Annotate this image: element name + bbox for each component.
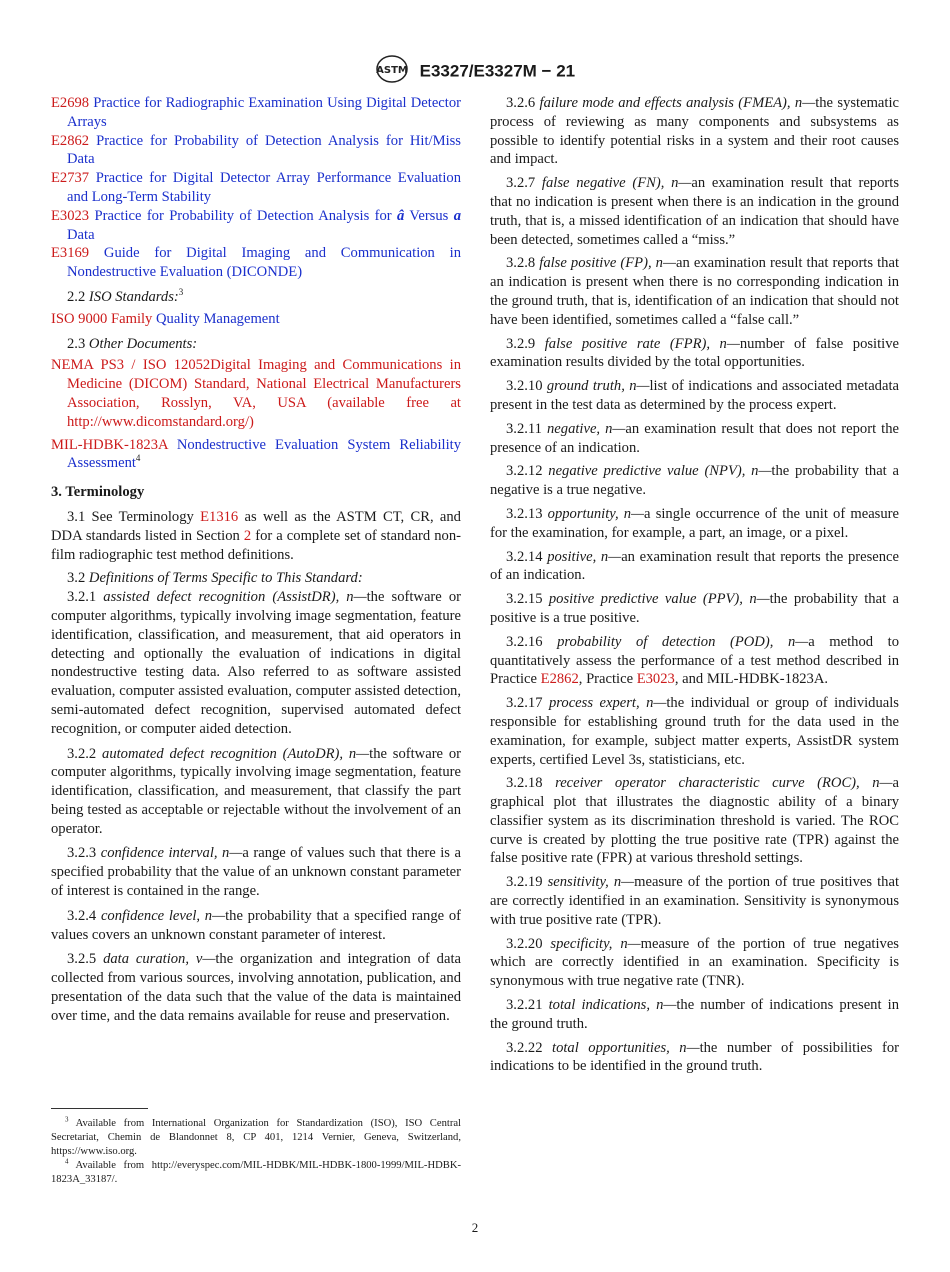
definition-3-2-21: [490, 996, 899, 1034]
definition-term: process expert, n—: [548, 695, 667, 712]
section-2-link[interactable]: 2: [243, 527, 252, 544]
definition-term: false negative (FN), n—: [541, 175, 692, 192]
definition-3-2-11: [490, 420, 899, 458]
definition-text: number of false positive examination results divided by the total opportunities.: [490, 335, 899, 371]
reference-e2862: [51, 132, 461, 170]
left-definitions-list: [51, 588, 461, 1026]
definition-number: 3.2.1: [67, 589, 97, 606]
definition-text: a range of values such that there is a specified probability that the value of an unknown constant parameter of interest is contained in the range.: [51, 845, 461, 900]
reference-code-link[interactable]: E2698: [51, 95, 90, 111]
definition-number: 3.2.4: [67, 907, 97, 924]
iso-code-link[interactable]: ISO 9000 Family: [51, 310, 153, 327]
definition-number: 3.2.17: [506, 695, 543, 712]
definition-3-2-7: [490, 174, 899, 249]
reference-title-link[interactable]: Practice for Radiographic Examination Using Digital Detector Arrays: [67, 95, 461, 130]
definition-text: list of indications and associated metadata present in the test data as determined by the process expert.: [490, 378, 899, 413]
definition-number: 3.2.8: [506, 255, 536, 272]
definition-term: false positive (FP), n—: [539, 255, 676, 272]
definition-3-2-12: [490, 462, 899, 500]
footnote-text: Available from International Organization for Standardization (ISO), ISO Central Secretariat, Chemin de Blandonnet 8, CP 401, 1214 Vernier, Geneva, Switzerland, https://www.iso.org.: [51, 1118, 461, 1157]
left-column: [51, 94, 461, 1032]
definition-term: total indications, n—: [548, 997, 677, 1014]
definition-3-2-16: 3.2.16 probability of detection (POD), n—a method to quantitatively assess the performance of a test method described in Practice E2862, Practice E3023, and MIL-HDBK-1823A.: [490, 633, 899, 688]
document-id: E3327/E3327M − 21: [419, 61, 576, 81]
definition-text: the software or computer algorithms, typically involving image segmentation, feature identification, classification, and measurement, that aid operators in detecting and optionally the evaluation of indications in digital nondestructive testing data. Also referred to as software assisted evaluation, computer assisted evaluation, computer assisted detection, semi-automated defect recognition, supervised automated defect recognition, or computer aided detection.: [51, 589, 461, 737]
definition-number: 3.2.11: [506, 420, 542, 437]
section-title-terminology: 3. Terminology: [51, 484, 145, 501]
definition-number: 3.2.10: [506, 378, 543, 395]
definition-term: failure mode and effects analysis (FMEA), n—: [539, 95, 816, 111]
definition-text: the probability that a negative is a true negative.: [490, 463, 899, 499]
definition-3-2-14: [490, 548, 899, 586]
definition-text: the number of possibilities for indications to be identified in the ground truth.: [490, 1039, 899, 1075]
definition-text: an examination result that reports that no indication is present when there is an indication in the ground truth, that is, a missed identification of an indication that should have been detected, sometimes called a “miss.”: [490, 175, 899, 248]
definition-term: total opportunities, n—: [552, 1039, 700, 1056]
reference-title-link[interactable]: Guide for Digital Imaging and Communication in Nondestructive Evaluation (DICONDE): [67, 245, 461, 281]
right-definitions-list-2: [490, 694, 899, 1076]
definition-number: 3.2.14: [506, 548, 543, 565]
definition-term: confidence level, n—: [100, 907, 226, 924]
definition-3-2-9: [490, 335, 899, 373]
definition-term: opportunity, n—: [547, 505, 645, 522]
definition-text: the number of indications present in the ground truth.: [490, 997, 899, 1032]
iso-standards-heading: 2.2 ISO Standards:$^3$: [67, 287, 184, 305]
definition-number: 3.2.9: [506, 335, 536, 352]
definition-number: 3.2.12: [506, 463, 543, 480]
mil-title-link[interactable]: Nondestructive Evaluation System Reliability Assessment: [67, 436, 461, 472]
definition-term: false positive rate (FPR), n—: [544, 335, 740, 352]
nema-code[interactable]: NEMA PS3 / ISO 12052: [51, 357, 211, 374]
footnote-marker: 3: [65, 1115, 69, 1124]
definition-number: 3.2.21: [506, 997, 543, 1014]
right-column: [490, 94, 899, 1081]
definition-term: confidence interval, n—: [100, 845, 243, 862]
definition-number: 3.2.20: [506, 935, 543, 952]
reference-code-link[interactable]: E2862: [51, 132, 90, 149]
astm-logo-icon: [375, 54, 409, 89]
definition-term: positive, n—: [547, 548, 622, 565]
reference-title-link[interactable]: Practice for Probability of Detection Analysis for Hit/Miss Data: [67, 132, 461, 168]
definition-text: the organization and integration of data collected from various sources, involving annotation, publication, and presentation of the data such that the value of the data is maintained over time, and the data remains available for reuse and preservation.: [51, 951, 461, 1024]
paragraph-3-1: 3.1 See Terminology E1316 as well as the ASTM CT, CR, and DDA standards listed in Section 2 for a complete set of standard non-film radiographic test method definitions.: [51, 508, 462, 563]
e1316-link[interactable]: E1316: [200, 508, 239, 525]
definition-3-2-4: [51, 907, 461, 945]
definition-term: ground truth, n—: [546, 378, 650, 395]
footnote-text: Available from http://everyspec.com/MIL-HDBK/MIL-HDBK-1800-1999/MIL-HDBK-1823A_33187/.: [51, 1160, 461, 1185]
definition-text: the systematic process of reviewing as many components and subsystems as possible to identify potential risks in a system and their root causes and impact.: [490, 95, 899, 168]
definition-number: 3.2.19: [506, 874, 543, 891]
definition-term: assisted defect recognition (AssistDR), n—: [103, 589, 367, 606]
definition-3-2-18: [490, 774, 899, 868]
definition-text: an examination result that reports that an indication is present when there is no corresponding indication in the ground truth, that is, identification of an indication that should not have been identified, sometimes called a “false call.”: [490, 255, 900, 328]
definition-term: sensitivity, n—: [547, 874, 635, 891]
reference-e2737: [51, 169, 461, 207]
definition-text: the software or computer algorithms, typically involving image segmentation, feature identification, classification, and measurement, that classify the part being tested as acceptable or rejectable without the involvement of an operator.: [51, 745, 462, 837]
iso-9000-reference: [51, 310, 461, 329]
definition-3-2-6: [490, 94, 899, 169]
definition-3-2-5: [51, 950, 461, 1025]
footnote-marker: 4: [65, 1157, 69, 1166]
definition-number: 3.2.6: [506, 95, 536, 111]
e3023-link[interactable]: E3023: [636, 671, 675, 688]
definition-3-2-19: [490, 873, 899, 929]
definition-3-2-22: [490, 1039, 899, 1077]
definition-3-2-10: [490, 377, 899, 415]
definition-text: measure of the portion of true negatives which are correctly identified in an examination. Specificity is synonymous with true negative rate (TNR).: [490, 935, 899, 990]
definition-term: negative predictive value (NPV), n—: [548, 463, 772, 480]
definition-3-2-3: [51, 844, 461, 900]
definition-3-2-1: [51, 588, 461, 738]
definition-text: measure of the portion of true positives that are correctly identified in an examination. Sensitivity is synonymous with true positive rate (TPR).: [490, 874, 899, 928]
definition-number: 3.2.3: [67, 845, 97, 862]
definition-3-2-8: [490, 254, 899, 329]
reference-title-link[interactable]: Practice for Probability of Detection Analysis for â Versus a Data: [67, 207, 461, 243]
definition-term: negative, n—: [547, 420, 626, 437]
definition-term: positive predictive value (PPV), n—: [548, 591, 770, 608]
definition-3-2-17: [490, 694, 899, 769]
definition-text: the individual or group of individuals responsible for establishing ground truth for the data used in the examination, for example, subject matter experts, AssistDR system experts, certified Level 3s, statisticians, etc.: [490, 695, 899, 768]
page-header: [0, 54, 950, 89]
e2862-link[interactable]: E2862: [540, 671, 579, 688]
iso-title-link[interactable]: Quality Management: [156, 310, 280, 327]
right-definitions-list: [490, 94, 899, 628]
reference-title-link[interactable]: Practice for Digital Detector Array Performance Evaluation and Long-Term Stability: [67, 170, 461, 205]
definition-text: an examination result that reports the presence of an indication.: [490, 548, 899, 584]
mil-code-link[interactable]: MIL-HDBK-1823A: [51, 436, 168, 453]
definition-number: 3.2.2: [67, 745, 97, 762]
definition-3-2-15: [490, 590, 899, 628]
definition-text: the probability that a specified range of values covers an unknown constant parameter of interest.: [51, 907, 461, 943]
definition-number: 3.2.15: [506, 591, 543, 608]
definition-term: data curation, v—: [103, 951, 216, 968]
definition-3-2-2: [51, 745, 461, 839]
definition-term: specificity, n—: [550, 935, 641, 952]
reference-e2698: [51, 94, 461, 132]
reference-code-link[interactable]: E3169: [51, 245, 90, 262]
paragraph-3-2-heading: 3.2 Definitions of Terms Specific to This Standard:: [67, 570, 363, 587]
definition-term: automated defect recognition (AutoDR), n—: [102, 745, 370, 762]
definition-number: 3.2.5: [67, 951, 97, 968]
definition-number: 3.2.22: [506, 1039, 543, 1056]
definition-text: an examination result that does not report the presence of an indication.: [490, 420, 899, 456]
reference-e3169: [51, 244, 461, 282]
nema-title[interactable]: Digital Imaging and Communications in Medicine (DICOM) Standard, National Electrical Manufacturers Association, Rosslyn, VA, USA (available free at http://www.dicomstandard.org/): [67, 357, 461, 430]
definition-3-2-13: [490, 505, 899, 543]
definition-text: a single occurrence of the unit of measure for the examination, for example, a part, an image, or a pixel.: [490, 505, 899, 541]
definition-text: the probability that a positive is a true positive.: [490, 591, 899, 626]
definition-text: a graphical plot that illustrates the diagnostic ability of a binary classifier system as its discrimination threshold is varied. The ROC curve is created by plotting the true positive rate (TPR) against the false positive rate (FPR) at various threshold settings.: [490, 775, 900, 867]
definition-number: 3.2.18: [506, 775, 543, 792]
other-documents-heading: 2.3 Other Documents:: [67, 335, 198, 352]
reference-e3023: [51, 207, 461, 245]
definition-3-2-20: [490, 935, 899, 991]
footnotes: [51, 1117, 461, 1187]
mil-hdbk-reference: MIL-HDBK-1823A Nondestructive Evaluation System Reliability Assessment$^4$: [51, 436, 461, 472]
reference-code-link[interactable]: E3023: [51, 207, 90, 224]
page-number: 2: [471, 1220, 479, 1235]
footnote-4: [51, 1159, 461, 1187]
footnote-divider: [51, 1108, 148, 1109]
reference-code-link[interactable]: E2737: [51, 170, 90, 187]
definition-number: 3.2.13: [506, 505, 543, 522]
referenced-documents-list: [51, 94, 461, 282]
definition-number: 3.2.7: [506, 175, 536, 192]
nema-reference: [51, 356, 461, 431]
footnote-3: [51, 1117, 461, 1159]
definition-term: receiver operator characteristic curve (ROC), n—: [555, 775, 893, 792]
svg-text:ASTM: ASTM: [376, 65, 408, 76]
